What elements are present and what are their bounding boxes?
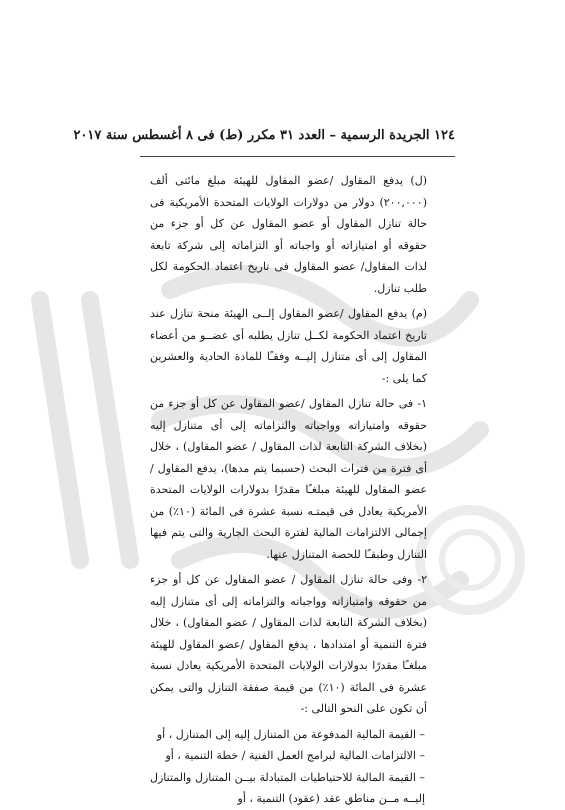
dash-item: – القيمة المالية المدفوعة من المتنازل إليه إلى المتنازل ، أو	[156, 727, 425, 741]
list-item-1: ١- فى حالة تنازل المقاول /عضو المقاول عن كل أو جزء من حقوقه وامتيازاته وواجباته والتزاماته إلى أى متنازل إليه (بخلاف الشركة التابعة لذات المقاول / عضو المقاول) ، خلال أى فترة من فترات البحث (حسبما يتم مدها)، يدفع المقاول /عضو المقاول للهيئة مبلغـًا مقدرًا بدولارات الولايات المتحدة الأمريكية يعادل فى قيمتـه نسبة عشرة فى المائة (١٠٪) من إجمالى الالتزامات المالية لفترة البحث الجارية والتى يتم فيها التنازل وطبقـًا للحصة المتنازل عنها.	[150, 397, 427, 561]
paragraph-l: (ل) يدفع المقاول /عضو المقاول للهيئة مبلغ مائتى ألف (٢٠٠,٠٠٠) دولار من دولارات الولايات المتحدة الأمريكية فى حالة تنازل المقاول أو عضو المقاول عن كل أو جزء من حقوقه أو امتيازاته أو واجباته أو التزاماته إلى شركة تابعة لذات المقاول/ عضو المقاول فى تاريخ اعتماد الحكومة لكل طلب تنازل.	[150, 174, 427, 295]
list-item-2: ٢- وفى حالة تنازل المقاول / عضو المقاول عن كل أو جزء من حقوقه وامتيازاته وواجباته والتزاماته إلى أى متنازل إليه (بخلاف الشركة التابعة لذات المقاول / عضو المقاول) ، خلال فترة التنمية أو امتدادها ، يدفع المقاول /عضو المقاول للهيئة مبلغـًا مقدرًا بدولارات الولايات المتحدة الأمريكية يعادل نسبة عشرة فى المائة (١٠٪) من قيمة صفقة التنازل والتى يمكن أن تكون على النحو التالى :-	[150, 573, 427, 715]
header-rule	[140, 156, 455, 157]
dash-item: – القيمة المالية للاحتياطيات المتبادلة بيــن المتنازل والمتنازل إليــه مــن مناطق عقد (عقود) التنمية ، أو	[150, 770, 425, 805]
document-body	[150, 170, 427, 810]
paragraph-m: (م) يدفع المقاول /عضو المقاول إلــى الهيئة منحة تنازل عند تاريخ اعتماد الحكومة لكــل تنازل يطلبه أى عضــو من أعضاء المقاول إلى أى متنازل إليــه وفقـًا للمادة الحادية والعشرين كما يلى :-	[150, 307, 427, 385]
dash-item: – الالتزامات المالية لبرامج العمل الفنية / خطة التنمية ، أو	[165, 749, 425, 762]
page-header: ١٢٤ الجريدة الرسمية – العدد ٣١ مكرر (ط) فى ٨ أغسطس سنة ٢٠١٧	[73, 128, 455, 143]
